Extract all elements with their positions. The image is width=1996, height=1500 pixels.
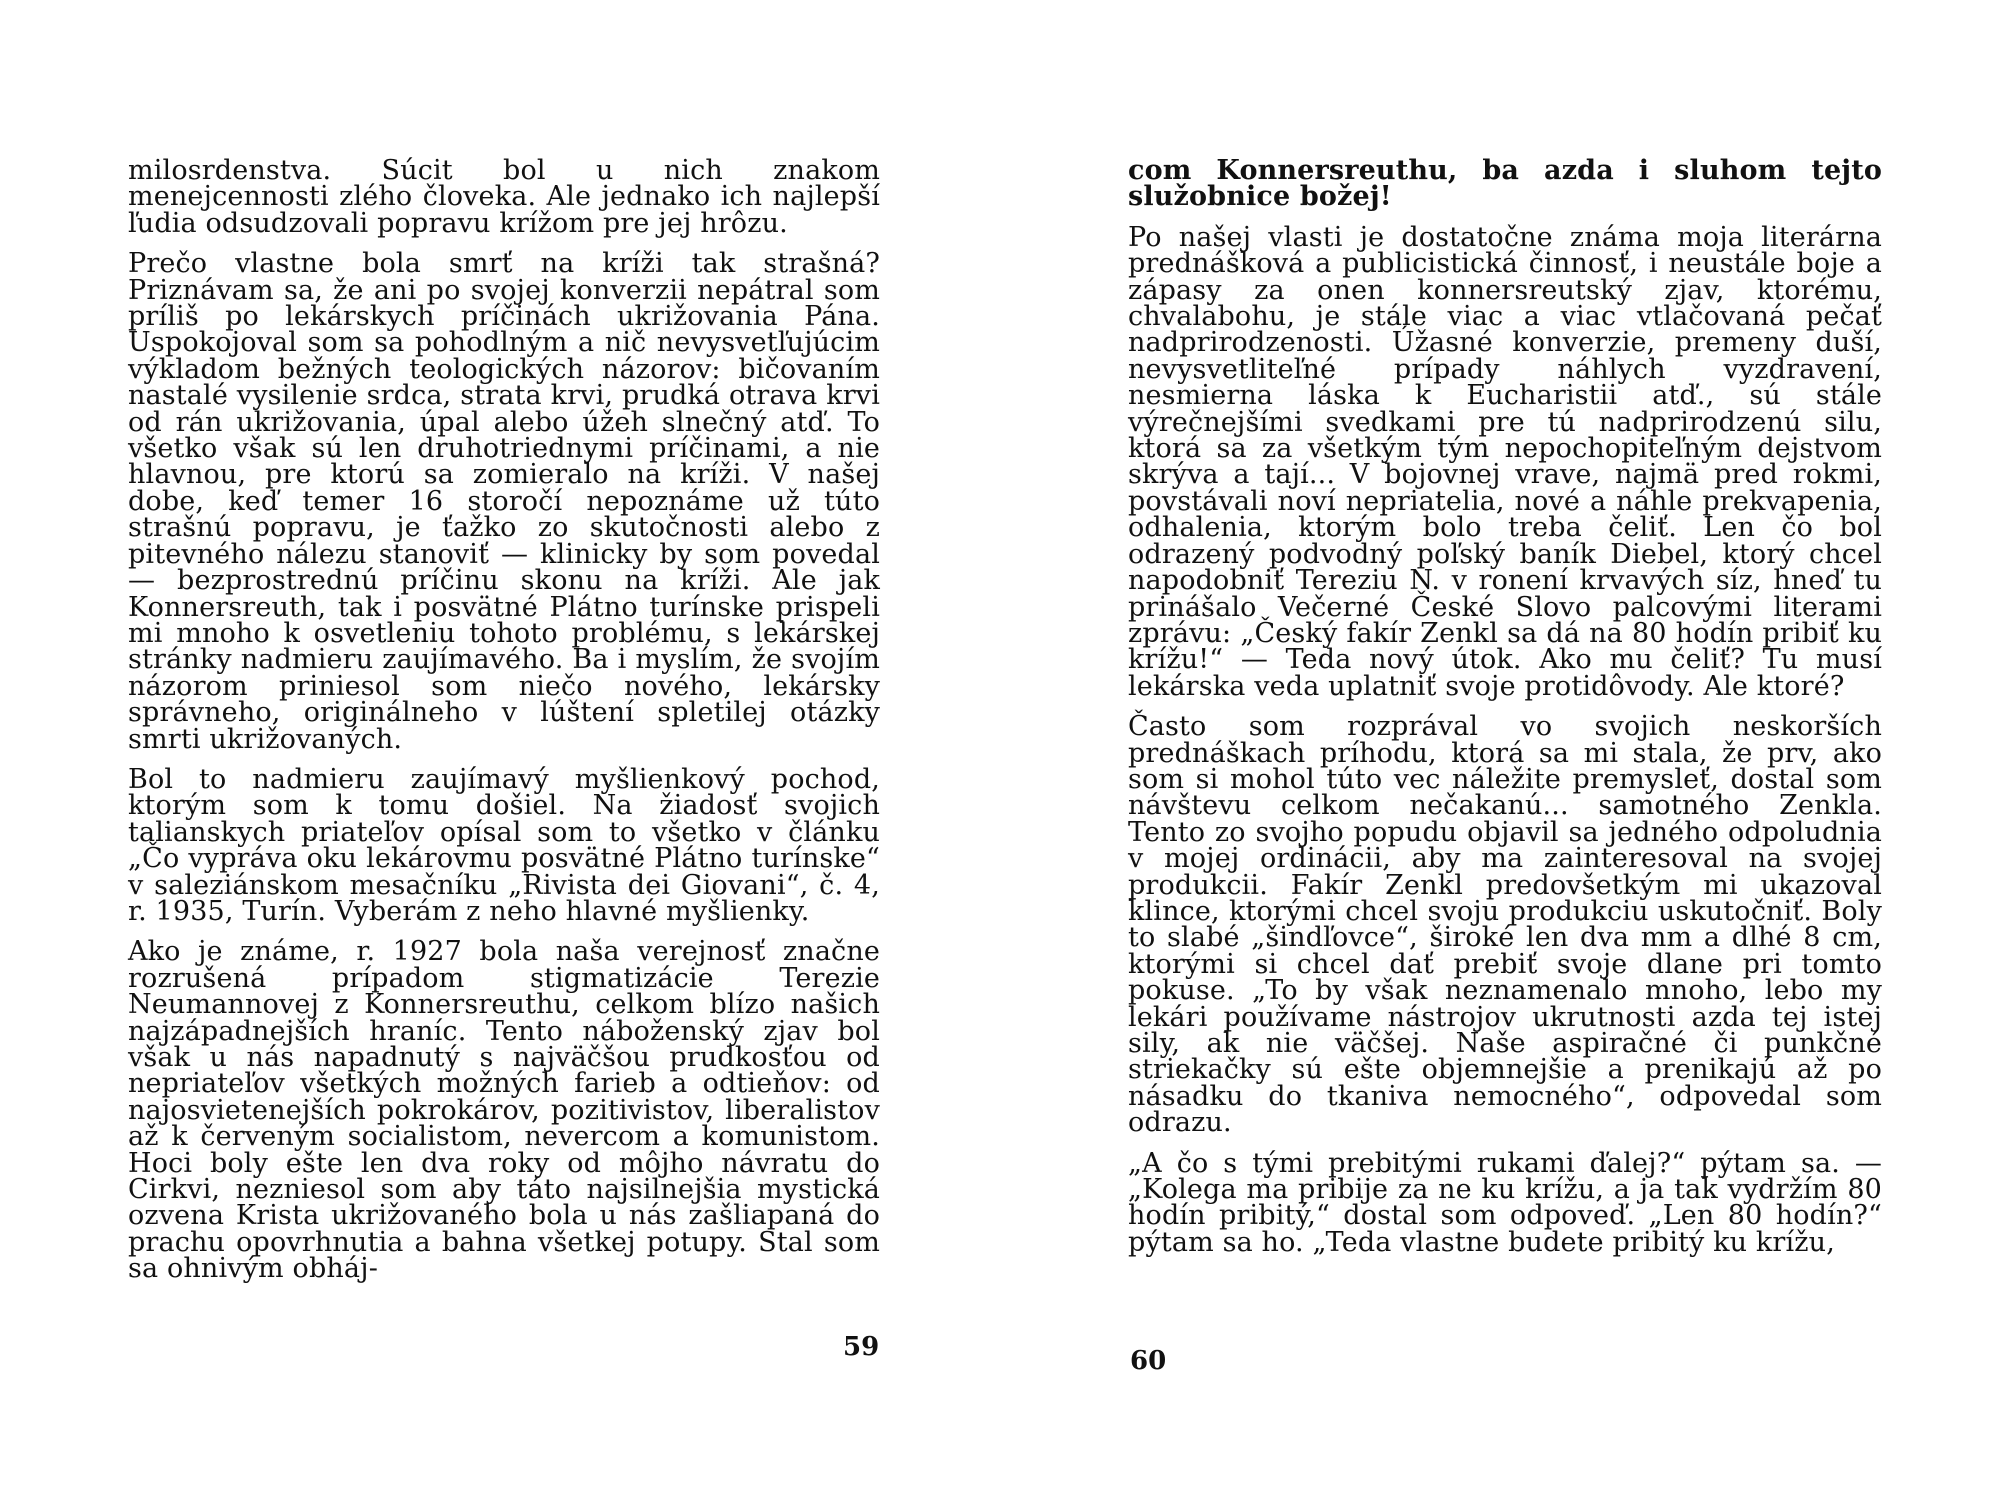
left-page-number: 59 (843, 1332, 880, 1362)
right-page-text (1128, 155, 1882, 1270)
left-paragraph-3: Bol to nadmieru zaujímavý myšlienkový pochod, ktorým som k tomu došiel. Na žiadosť svojich talianskych priateľov opísal som to všetko v článku „Čo vypráva oku lekárovmu posvätné Plátno turínske“ v saleziánskom mesačníku „Rivista dei Giovani“, č. 4, r. 1935, Turín. Vyberám z neho hlavné myšlienky. (128, 763, 880, 927)
left-paragraph-1: milosrdenstva. Súcit bol u nich znakom menejcennosti zlého človeka. Ale jednako ich najlepší ľudia odsudzovali popravu krížom pre jej hrôzu. (128, 155, 880, 239)
right-paragraph-2: Po našej vlasti je dostatočne známa moja literárna prednášková a publicistická činnosť, i neustále boje a zápasy za onen konnersreutský zjav, ktorému, chvalabohu, je stále viac a viac vtlačovaná pečať nadprirodzenosti. Úžasné konverzie, premeny duší, nevysvetliteľné prípady náhlych vyzdravení, nesmierna láska k Eucharistii atď., sú stále výrečnejšími svedkami pre tú nadprirodzenú silu, ktorá sa za všetkým tým nepochopiteľným dejstvom skrýva a tají... V bojovnej vrave, najmä pred rokmi, povstávali noví nepriatelia, nové a náhle prekvapenia, odhalenia, ktorým bolo treba čeliť. Len čo bol odrazený podvodný poľský baník Diebel, ktorý chcel napodobniť Tereziu N. v ronení krvavých síz, hneď tu prinášalo Večerné České Slovo palcovými literami zprávu: „Český fakír Zenkl sa dá na 80 hodín pribiť ku krížu!“ — Teda nový útok. Ako mu čeliť? Tu musí lekárska veda uplatniť svoje protidôvody. Ale ktoré? (1128, 221, 1882, 702)
left-page-text (128, 155, 880, 1297)
right-paragraph-3: Často som rozprával vo svojich neskorších prednáškach príhodu, ktorá sa mi stala, že prv, ako som si mohol túto vec náležite premysleť, dostal som návštevu celkom nečakanú... samotného Zenkla. Tento zo svojho popudu objavil sa jedného odpoludnia v mojej ordinácii, aby ma zainteresoval na svojej produkcii. Fakír Zenkl predovšetkým mi ukazoval klince, ktorými chcel svoju produkciu uskutočniť. Boly to slabé „šindľovce“, široké len dva mm a dlhé 8 cm, ktorými si chcel dať prebiť svoje dlane pri tomto pokuse. „To by však neznamenalo mnoho, lebo my lekári používame nástrojov ukrutnosti azda tej istej sily, ak nie väčšej. Naše aspiračné či punkčné striekačky sú ešte objemnejšie a prenikajú až po násadku do tkaniva nemocného“, odpovedal som odrazu. (1128, 711, 1882, 1139)
right-page (998, 0, 1996, 1500)
left-paragraph-4: Ako je známe, r. 1927 bola naša verejnosť značne rozrušená prípadom stigmatizácie Terezie Neumannovej z Konnersreuthu, celkom blízo našich najzápadnejších hraníc. Tento náboženský zjav bol však u nás napadnutý s najväčšou prudkosťou od nepriateľov všetkých možných farieb a odtieňov: od najosvietenejších pokrokárov, pozitivistov, liberalistov až k červeným socialistom, nevercom a komunistom. Hoci boly ešte len dva roky od môjho návratu do Cirkvi, nezniesol som aby táto najsilnejšia mystická ozvena Krista ukrižovaného bola u nás zašliapaná do prachu opovrhnutia a bahna všetkej potupy. Stal som sa ohnivým obháj- (128, 936, 880, 1285)
right-page-number: 60 (1130, 1346, 1167, 1376)
right-paragraph-1: com Konnersreuthu, ba azda i sluhom tejto služobnice božej! (1128, 155, 1882, 213)
left-paragraph-2: Prečo vlastne bola smrť na kríži tak strašná? Priznávam sa, že ani po svojej konverzii nepátral som príliš po lekárskych príčinách ukrižovania Pána. Uspokojoval som sa pohodlným a nič nevysvetľujúcim výkladom bežných teologických názorov: bičovaním nastalé vysilenie srdca, strata krvi, prudká otrava krvi od rán ukrižovania, úpal alebo úžeh slnečný atď. To všetko však sú len druhotriednymi príčinami, a nie hlavnou, pre ktorú sa zomieralo na kríži. V našej dobe, keď temer 16 storočí nepoznáme už túto strašnú popravu, je ťažko zo skutočnosti alebo z pitevného nálezu stanoviť — klinicky by som povedal — bezprostrednú príčinu skonu na kríži. Ale jak Konnersreuth, tak i posvätné Plátno turínske prispeli mi mnoho k osvetleniu tohoto problému, s lekárskej stránky nadmieru zaujímavého. Ba i myslím, že svojím názorom priniesol som niečo nového, lekársky správneho, originálneho v lúštení spletilej otázky smrti ukrižovaných. (128, 248, 880, 755)
right-paragraph-4: „A čo s tými prebitými rukami ďalej?“ pýtam sa. — „Kolega ma pribije za ne ku krížu, a ja tak vydržím 80 hodín pribitý,“ dostal som odpoveď. „Len 80 hodín?“ pýtam sa ho. „Teda vlastne budete pribitý ku krížu, (1128, 1147, 1882, 1258)
